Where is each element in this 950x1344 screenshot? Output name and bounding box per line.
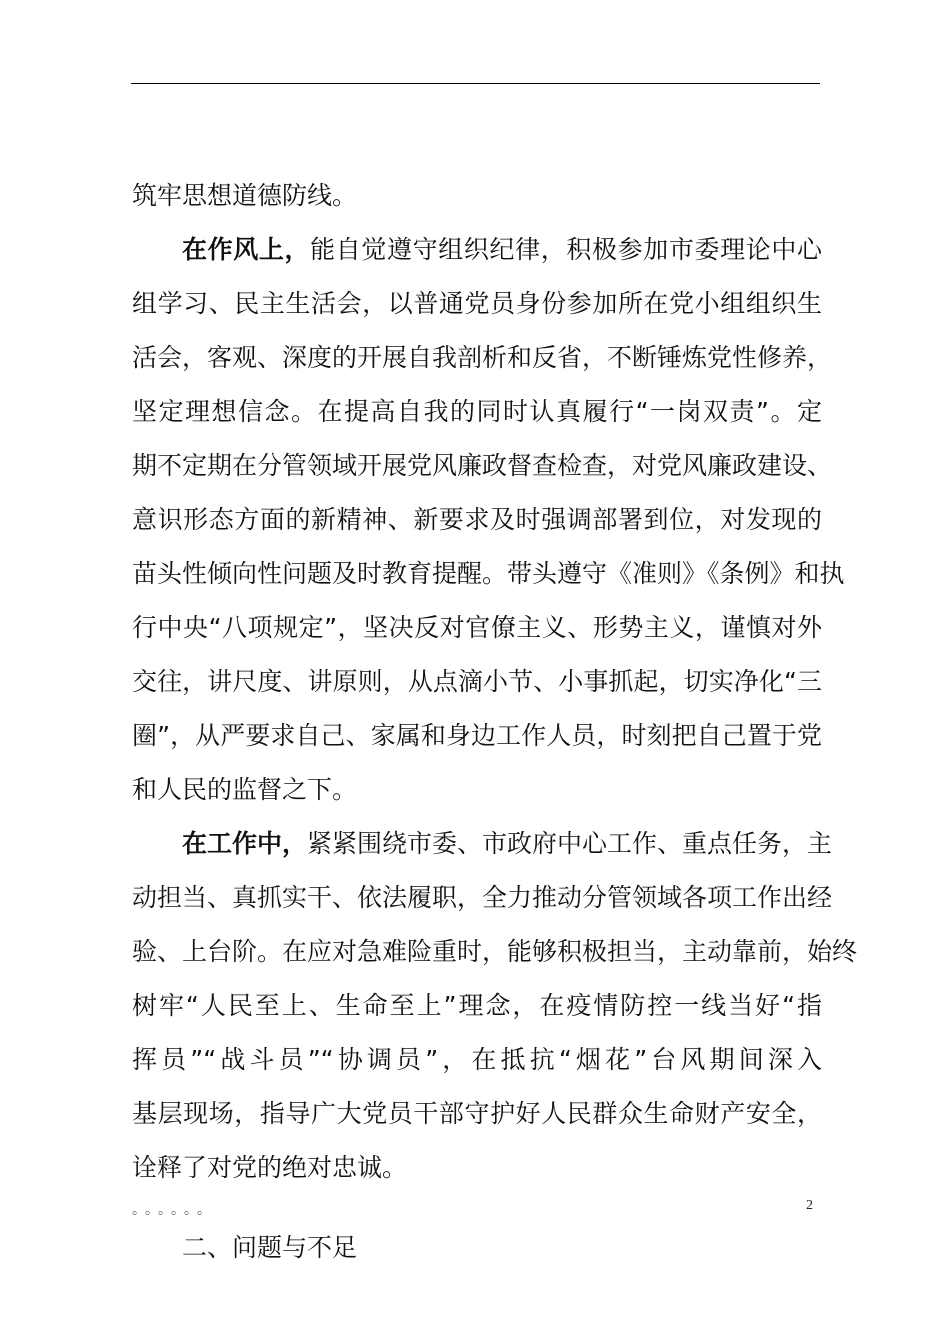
line-text: 交往，讲尺度、讲原则，从点滴小节、小事抓起，切实净化“三 (132, 667, 822, 696)
text-line (132, 979, 822, 1033)
text-line (132, 439, 833, 493)
page-number: 2 (806, 1198, 813, 1213)
text-line (132, 763, 822, 817)
line-text: 苗头性倾向性问题及时教育提醒。带头遵守《准则》《条例》和执 (132, 559, 845, 588)
line-text: 筑牢思想道德防线。 (132, 181, 358, 210)
text-line (132, 547, 845, 601)
line-text: 行中央“八项规定”，坚决反对官僚主义、形势主义，谨慎对外 (132, 613, 822, 642)
text-line (132, 655, 822, 709)
line-text: 期不定期在分管领域开展党风廉政督查检查，对党风廉政建设、 (132, 451, 833, 480)
section-heading: 二、问题与不足 (182, 1233, 358, 1262)
text-line (132, 871, 833, 925)
document-body (132, 169, 858, 1271)
text-line (132, 709, 822, 763)
line-text: 圈”，从严要求自己、家属和身边工作人员，时刻把自己置于党 (132, 721, 822, 750)
line-text: 活会，客观、深度的开展自我剖析和反省，不断锤炼党性修养， (132, 343, 833, 372)
text-line (132, 223, 822, 277)
line-text: 验、上台阶。在应对急难险重时，能够积极担当，主动靠前，始终 (132, 937, 858, 966)
header-rule (131, 83, 820, 84)
line-text: 紧紧围绕市委、市政府中心工作、重点任务，主 (307, 829, 833, 858)
text-line (132, 817, 833, 871)
paragraph-lines (132, 169, 858, 1195)
line-text: 和人民的监督之下。 (132, 775, 358, 804)
text-line (132, 169, 822, 223)
line-text: 诠释了对党的绝对忠诚。 (132, 1153, 408, 1182)
text-line (132, 385, 822, 439)
text-line (132, 1087, 822, 1141)
line-text: 组学习、民主生活会，以普通党员身份参加所在党小组组织生 (132, 289, 822, 318)
line-text: 能自觉遵守组织纪律，积极参加市委理论中心 (310, 235, 822, 264)
line-text: 意识形态方面的新精神、新要求及时强调部署到位，对发现的 (132, 505, 822, 534)
line-text: 动担当、真抓实干、依法履职，全力推动分管领域各项工作出经 (132, 883, 833, 912)
text-line (132, 1141, 822, 1195)
paragraph-lead: 在作风上， (182, 235, 311, 264)
line-text: 坚定理想信念。在提高自我的同时认真履行“一岗双责”。定 (132, 397, 822, 426)
line-text: 树牢“人民至上、生命至上”理念，在疫情防控一线当好“指 (132, 991, 822, 1020)
text-line (132, 925, 858, 979)
text-line (132, 493, 822, 547)
text-line (132, 277, 822, 331)
line-text: 挥员”“战斗员”“协调员”，在抵抗“烟花”台风期间深入 (132, 1045, 822, 1074)
line-text: 基层现场，指导广大党员干部守护好人民群众生命财产安全， (132, 1099, 822, 1128)
omission-dots: 。。。。。。 (132, 1202, 217, 1218)
text-line (132, 601, 822, 655)
text-line (132, 331, 833, 385)
paragraph-lead: 在工作中， (182, 829, 308, 858)
text-line (132, 1033, 822, 1087)
